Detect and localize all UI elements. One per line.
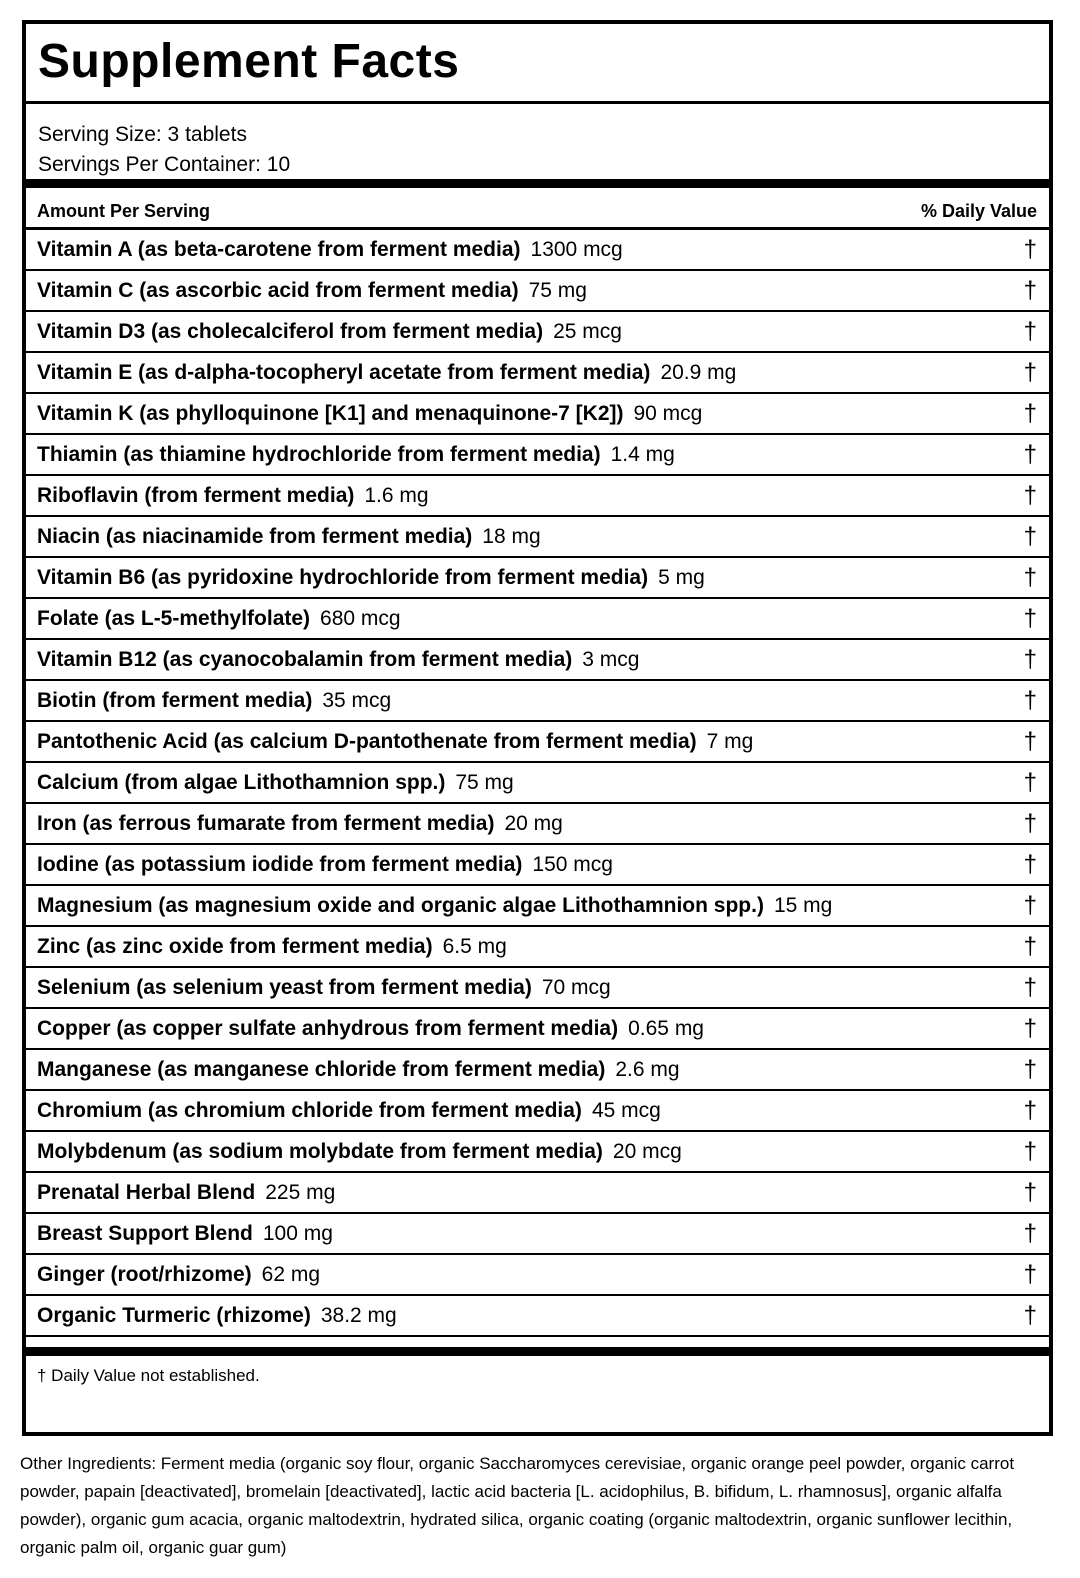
nutrient-amount: 35 mcg — [322, 689, 392, 712]
serving-size: Serving Size: 3 tablets — [38, 123, 247, 146]
nutrient-name — [37, 607, 401, 631]
nutrient-amount: 150 mcg — [532, 853, 613, 876]
table-row — [26, 599, 1049, 640]
nutrient-name — [37, 1263, 320, 1287]
table-row — [26, 681, 1049, 722]
daily-value-dagger: † — [1023, 359, 1037, 386]
nutrient-amount: 75 mg — [455, 771, 514, 794]
nutrient-amount: 225 mg — [265, 1181, 336, 1204]
table-row — [26, 1009, 1049, 1050]
nutrient-label: Organic Turmeric (rhizome) — [37, 1304, 311, 1327]
table-row — [26, 1091, 1049, 1132]
table-row — [26, 1132, 1049, 1173]
nutrient-name — [37, 976, 611, 1000]
table-row — [26, 558, 1049, 599]
nutrient-label: Ginger (root/rhizome) — [37, 1263, 252, 1286]
nutrient-label: Breast Support Blend — [37, 1222, 253, 1245]
nutrient-table — [26, 230, 1049, 1337]
daily-value-dagger: † — [1023, 1220, 1037, 1247]
nutrient-name — [37, 1017, 704, 1041]
table-row — [26, 517, 1049, 558]
nutrient-name — [37, 1140, 682, 1164]
daily-value-dagger: † — [1023, 1056, 1037, 1083]
nutrient-label: Vitamin D3 (as cholecalciferol from ferment media) — [37, 320, 544, 343]
nutrient-label: Magnesium (as magnesium oxide and organic algae Lithothamnion spp.) — [37, 894, 764, 917]
daily-value-dagger: † — [1023, 769, 1037, 796]
nutrient-name — [37, 566, 705, 590]
daily-value-dagger: † — [1023, 564, 1037, 591]
nutrient-amount: 18 mg — [482, 525, 541, 548]
nutrient-amount: 62 mg — [261, 1263, 321, 1286]
daily-value-dagger: † — [1023, 1138, 1037, 1165]
nutrient-amount: 1300 mcg — [530, 238, 623, 261]
daily-value-dagger: † — [1023, 523, 1037, 550]
nutrient-name — [37, 853, 613, 877]
nutrient-label: Vitamin K (as phylloquinone [K1] and menaquinone-7 [K2]) — [37, 402, 624, 425]
nutrient-label: Thiamin (as thiamine hydrochloride from ferment media) — [37, 443, 601, 466]
daily-value-dagger: † — [1023, 236, 1037, 263]
nutrient-name — [37, 894, 832, 918]
table-row — [26, 271, 1049, 312]
nutrient-label: Vitamin B12 (as cyanocobalamin from ferment media) — [37, 648, 573, 671]
nutrient-label: Riboflavin (from ferment media) — [37, 484, 355, 507]
nutrient-name — [37, 279, 587, 303]
daily-value-dagger: † — [1023, 1261, 1037, 1288]
nutrient-amount: 5 mg — [658, 566, 705, 589]
nutrient-amount: 15 mg — [773, 894, 833, 917]
nutrient-name — [37, 1304, 397, 1328]
nutrient-label: Calcium (from algae Lithothamnion spp.) — [37, 771, 446, 794]
nutrient-name — [37, 525, 541, 549]
daily-value-dagger: † — [1023, 892, 1037, 919]
serving-info — [38, 120, 290, 180]
nutrient-amount: 90 mcg — [633, 402, 703, 425]
nutrient-name — [37, 648, 639, 672]
nutrient-name — [37, 1058, 680, 1082]
nutrient-amount: 20 mcg — [612, 1140, 682, 1163]
servings-per-container: Servings Per Container: 10 — [38, 153, 291, 176]
nutrient-label: Manganese (as manganese chloride from ferment media) — [37, 1058, 606, 1081]
daily-value-dagger: † — [1023, 441, 1037, 468]
nutrient-amount: 38.2 mg — [320, 1304, 397, 1327]
table-row — [26, 763, 1049, 804]
nutrient-name — [37, 320, 622, 344]
nutrient-amount: 70 mcg — [541, 976, 611, 999]
nutrient-name — [37, 771, 514, 795]
page-title: Supplement Facts — [38, 35, 460, 88]
nutrient-label: Vitamin A (as beta-carotene from ferment media) — [37, 238, 521, 261]
table-row — [26, 804, 1049, 845]
daily-value-dagger: † — [1023, 974, 1037, 1001]
nutrient-amount: 20 mg — [504, 812, 563, 835]
table-row — [26, 1173, 1049, 1214]
nutrient-amount: 1.4 mg — [610, 443, 675, 466]
nutrient-amount: 7 mg — [706, 730, 754, 753]
daily-value-dagger: † — [1023, 318, 1037, 345]
nutrient-amount: 3 mcg — [582, 648, 640, 671]
nutrient-label: Niacin (as niacinamide from ferment media) — [37, 525, 473, 548]
nutrient-name — [37, 689, 391, 713]
daily-value-dagger: † — [1023, 482, 1037, 509]
nutrient-label: Chromium (as chromium chloride from ferment media) — [37, 1099, 582, 1122]
table-row — [26, 640, 1049, 681]
nutrient-label: Vitamin E (as d-alpha-tocopheryl acetate from ferment media) — [37, 361, 651, 384]
nutrient-label: Pantothenic Acid (as calcium D-pantothenate from ferment media) — [37, 730, 697, 753]
supplement-facts-panel — [22, 20, 1053, 1436]
nutrient-label: Iodine (as potassium iodide from ferment media) — [37, 853, 523, 876]
daily-value-dagger: † — [1023, 1179, 1037, 1206]
daily-value-dagger: † — [1023, 687, 1037, 714]
daily-value-dagger: † — [1023, 400, 1037, 427]
nutrient-label: Selenium (as selenium yeast from ferment media) — [37, 976, 532, 999]
nutrient-name — [37, 361, 736, 385]
nutrient-amount: 100 mg — [262, 1222, 333, 1245]
table-row — [26, 353, 1049, 394]
title-box — [26, 24, 1049, 104]
daily-value-dagger: † — [1023, 277, 1037, 304]
daily-value-dagger: † — [1023, 646, 1037, 673]
table-row — [26, 845, 1049, 886]
table-row — [26, 476, 1049, 517]
table-row — [26, 435, 1049, 476]
nutrient-amount: 0.65 mg — [628, 1017, 704, 1040]
daily-value-heading: % Daily Value — [920, 201, 1037, 221]
daily-value-dagger: † — [1023, 728, 1037, 755]
table-row — [26, 394, 1049, 435]
nutrient-label: Iron (as ferrous fumarate from ferment media) — [37, 812, 495, 835]
nutrient-amount: 680 mcg — [320, 607, 401, 630]
nutrient-name — [37, 443, 675, 467]
amount-per-serving-heading: Amount Per Serving — [37, 201, 211, 221]
nutrient-name — [37, 1181, 335, 1205]
nutrient-name — [37, 402, 702, 426]
footnote: † Daily Value not established. — [37, 1366, 260, 1385]
nutrient-label: Prenatal Herbal Blend — [37, 1181, 256, 1204]
nutrient-label: Biotin (from ferment media) — [37, 689, 313, 712]
table-header — [26, 196, 1049, 230]
table-row — [26, 1214, 1049, 1255]
nutrient-amount: 20.9 mg — [660, 361, 737, 384]
table-row — [26, 968, 1049, 1009]
nutrient-label: Folate (as L-5-methylfolate) — [37, 607, 311, 630]
nutrient-name — [37, 730, 753, 754]
table-row — [26, 1255, 1049, 1296]
daily-value-dagger: † — [1023, 933, 1037, 960]
daily-value-dagger: † — [1023, 605, 1037, 632]
nutrient-name — [37, 812, 563, 836]
nutrient-label: Molybdenum (as sodium molybdate from ferment media) — [37, 1140, 603, 1163]
nutrient-amount: 1.6 mg — [364, 484, 429, 507]
daily-value-dagger: † — [1023, 851, 1037, 878]
nutrient-amount: 45 mcg — [591, 1099, 661, 1122]
nutrient-name — [37, 1222, 333, 1246]
nutrient-label: Zinc (as zinc oxide from ferment media) — [37, 935, 433, 958]
divider-thick-top — [26, 179, 1049, 188]
nutrient-label: Vitamin C (as ascorbic acid from ferment media) — [37, 279, 519, 302]
nutrient-amount: 6.5 mg — [442, 935, 507, 958]
table-row — [26, 722, 1049, 763]
daily-value-dagger: † — [1023, 1097, 1037, 1124]
daily-value-dagger: † — [1023, 1302, 1037, 1329]
table-row — [26, 1296, 1049, 1337]
nutrient-name — [37, 238, 623, 262]
divider-thick-bottom — [26, 1347, 1049, 1356]
nutrient-name — [37, 935, 507, 959]
nutrient-label: Copper (as copper sulfate anhydrous from ferment media) — [37, 1017, 619, 1040]
nutrient-amount: 2.6 mg — [615, 1058, 680, 1081]
other-ingredients: Other Ingredients: Ferment media (organic soy flour, organic Saccharomyces cerevisiae, organic orange peel powder, organic carrot powder, papain [deactivated], bromelain [deactivated], lactic acid bacteria [L. acidophilus, B. bifidum, L. rhamnosus], organic alfalfa powder), organic gum acacia, organic maltodextrin, hydrated silica, organic coating (organic maltodextrin, organic sunflower lecithin, organic palm oil, organic guar gum) — [20, 1454, 1015, 1557]
nutrient-amount: 75 mg — [528, 279, 587, 302]
nutrient-name — [37, 1099, 661, 1123]
table-row — [26, 886, 1049, 927]
table-row — [26, 312, 1049, 353]
nutrient-label: Vitamin B6 (as pyridoxine hydrochloride from ferment media) — [37, 566, 649, 589]
nutrient-amount: 25 mcg — [553, 320, 622, 343]
daily-value-dagger: † — [1023, 810, 1037, 837]
daily-value-dagger: † — [1023, 1015, 1037, 1042]
table-row — [26, 1050, 1049, 1091]
nutrient-name — [37, 484, 429, 508]
table-row — [26, 927, 1049, 968]
table-row — [26, 230, 1049, 271]
